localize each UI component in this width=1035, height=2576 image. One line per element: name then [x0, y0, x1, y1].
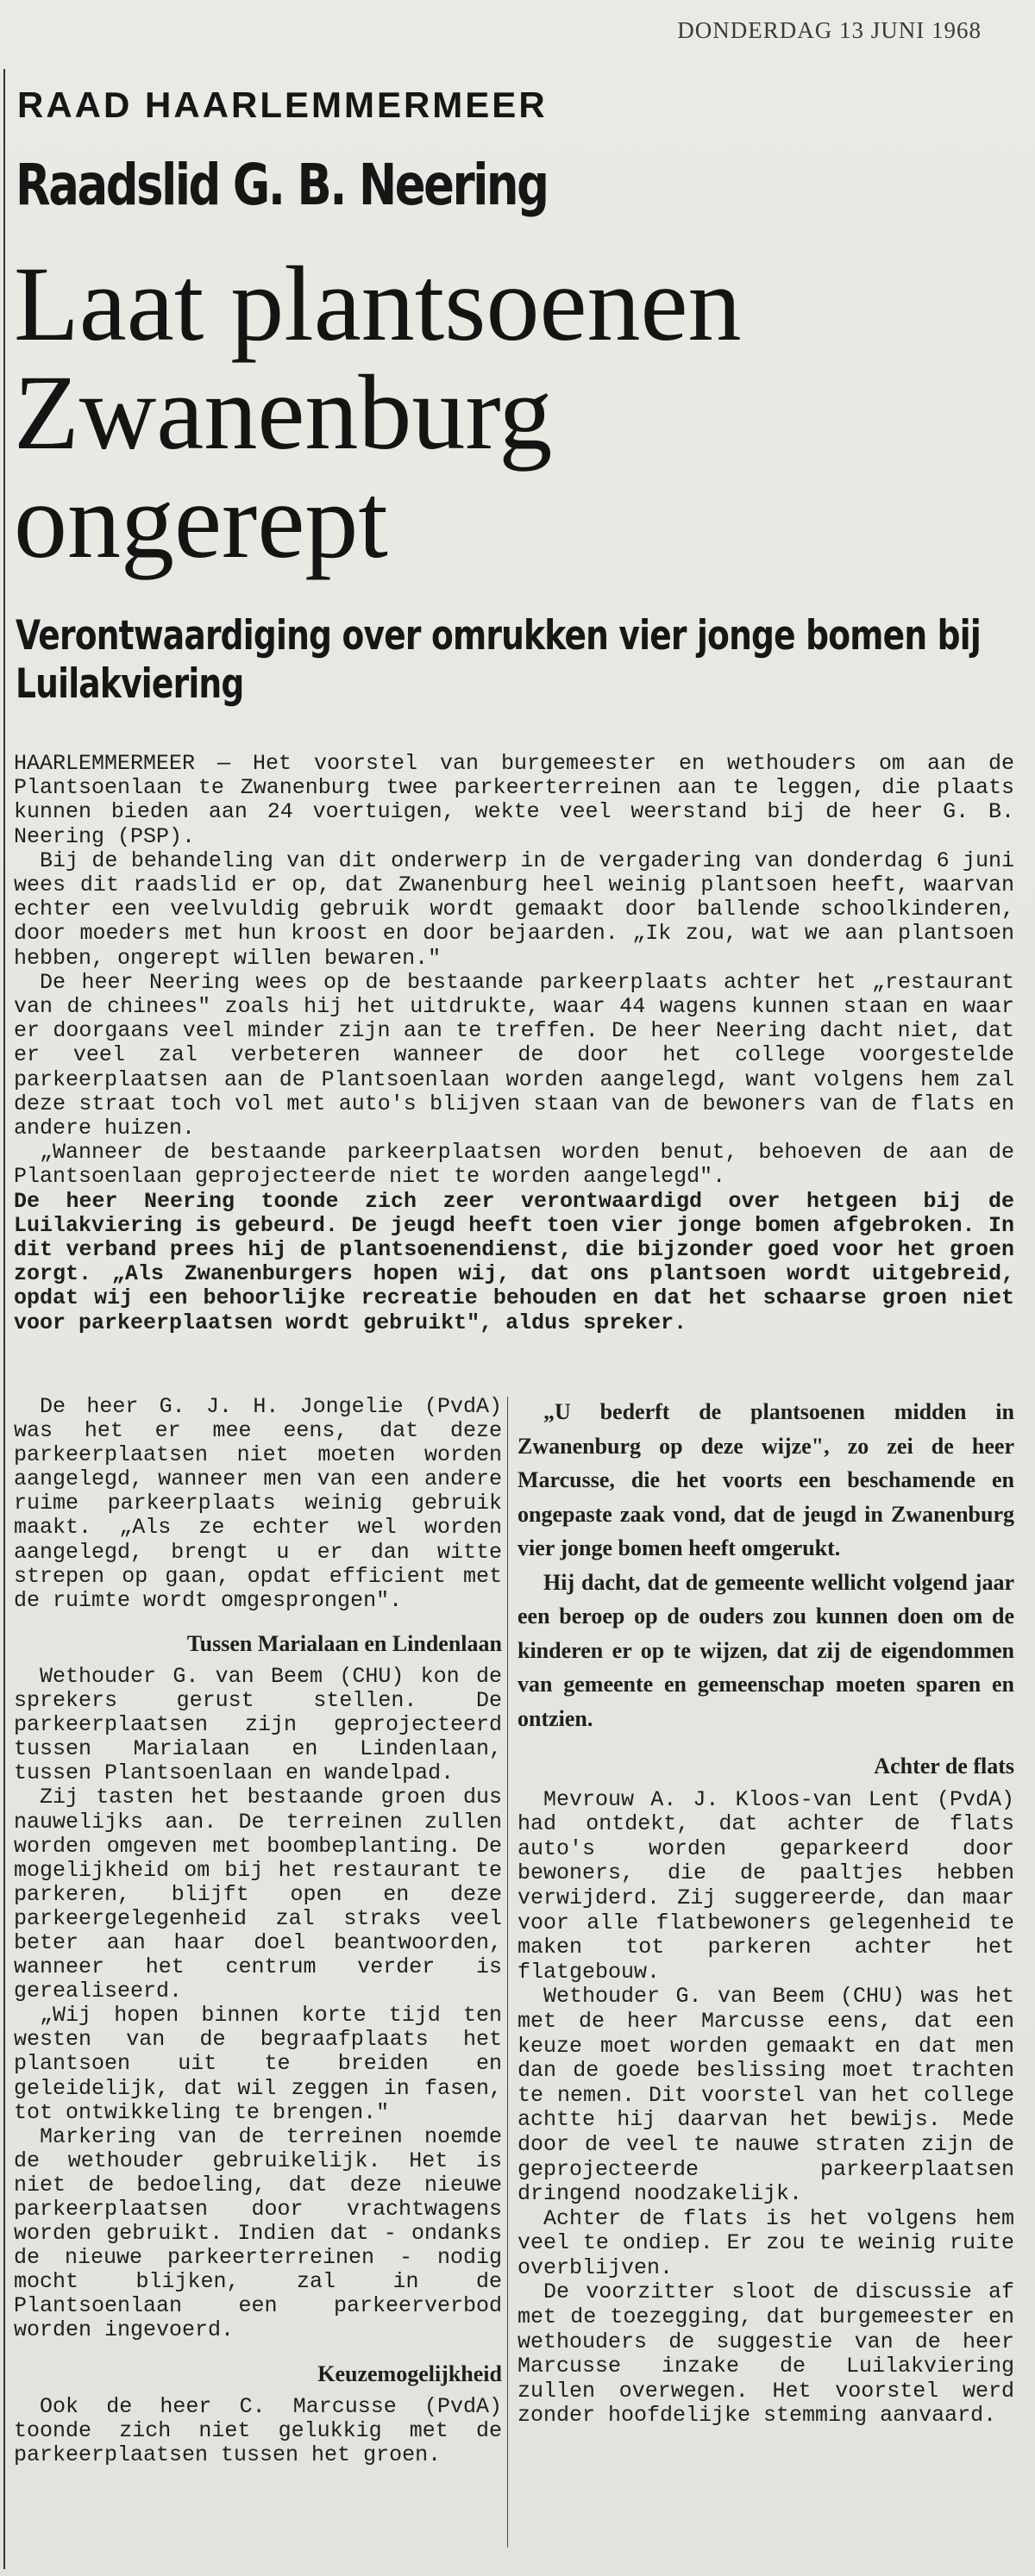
intro-paragraph-bold: De heer Neering toonde zich zeer verontwaardigd over hetgeen bij de Luilakviering is gebeurd. De jeugd heeft toen vier jonge bomen afgebroken. In dit verband prees hij de plantsoenendienst, die bijzonder goed voor het groen zorgt. „Als Zwanenburgers hopen wij, dat ons plantsoen wordt uitgebreid, opdat wij een behoorlijke recreatie behouden en dat het schaarse groen niet voor parkeerplaatsen wordt gebruikt", aldus spreker.	[14, 1188, 1014, 1335]
article-paragraph: Ook de heer C. Marcusse (PvdA) toonde zich niet gelukkig met de parkeerplaatsen tussen het groen.	[14, 2393, 502, 2467]
article-paragraph: De heer G. J. H. Jongelie (PvdA) was het er mee eens, dat deze parkeerplaatsen niet moeten worden aangelegd, wanneer men van een andere ruime parkeerplaats weinig gebruik maakt. „Als ze echter wel worden aangelegd, brengt u er dan witte strepen op gaan, opdat efficient met de ruimte wordt omgesprongen".	[14, 1394, 502, 1613]
article-paragraph: Markering van de terreinen noemde de wethouder gebruikelijk. Het is niet de bedoeling, dat deze nieuwe parkeerplaatsen door vrachtwagens worden gebruikt. Indien dat - ondanks de nieuwe parkeerterreinen - nodig mocht blijken, zal in de Plantsoenlaan een parkeerverbod worden ingevoerd.	[14, 2123, 502, 2343]
section-label: RAAD HAARLEMMERMEER	[17, 84, 548, 125]
subhead: Achter de flats	[874, 1754, 1014, 1779]
article-paragraph: Achter de flats is het volgens hem veel te ondiep. Er zou te weinig ruite overblijven.	[518, 2205, 1014, 2280]
kicker-text: Verontwaardiging over omrukken vier jonge bomen bij Luilakviering	[16, 612, 981, 708]
article-paragraph: Mevrouw A. J. Kloos-van Lent (PvdA) had ontdekt, dat achter de flats auto's worden geparkeerd door bewoners, die de paaltjes hebben verwijderd. Zij suggereerde, dan maar voor alle flatbewoners gelegenheid te maken tot parkeren achter het flatgebouw.	[518, 1786, 1014, 1985]
headline-line: Zwanenburg	[14, 353, 553, 472]
clipping-edge	[3, 69, 5, 2569]
headline-line: ongerept	[14, 462, 388, 580]
intro-paragraph: „Wanneer de bestaande parkeerplaatsen worden benut, behoeven de aan de Plantsoenlaan geprojecteerde niet te worden aangelegd".	[14, 1140, 1014, 1190]
article-paragraph: „Wij hopen binnen korte tijd ten westen van de begraafplaats het plantsoen uit te breiden en geleidelijk, dat wil zeggen in fasen, tot ontwikkeling te brengen."	[14, 2003, 502, 2125]
intro-paragraph: HAARLEMMERMEER — Het voorstel van burgemeester en wethouders om aan de Plantsoenlaan te Zwanenburg twee parkeerterreinen aan te leggen, die plaats kunnen bieden aan 24 voertuigen, wekte veel weerstand bij de heer G. B. Neering (PSP).	[14, 751, 1014, 849]
column-divider	[507, 1397, 508, 2548]
intro-paragraph: Bij de behandeling van dit onderwerp in de vergadering van donderdag 6 juni wees dit raadslid er op, dat Zwanenburg heel weinig plantsoen heeft, waarvan echter een veelvuldig gebruik wordt gemaakt door ballende schoolkinderen, door moeders met hun kroost en door bejaarden. „Ik zou, wat we aan plantsoen hebben, ongerept willen bewaren."	[14, 847, 1014, 971]
left-column	[14, 1395, 502, 2467]
subhead: Tussen Marialaan en Lindenlaan	[186, 1630, 502, 1656]
subhead: Keuzemogelijkheid	[317, 2360, 502, 2386]
kicker	[16, 612, 1009, 709]
article-paragraph: Zij tasten het bestaande groen dus nauwelijks aan. De terreinen zullen worden omgeven met boombeplanting. De mogelijkheid om bij het restaurant te parkeren, blijft open en deze parkeergelegenheid zal straks veel beter aan haar doel beantwoorden, wanneer het centrum verder is gerealiseerd.	[14, 1785, 502, 2004]
bold-quote-paragraph: Hij dacht, dat de gemeente wellicht volgend jaar een beroep op de ouders zou kunnen doen om de kinderen er op te wijzen, dat zij de eigendommen van gemeente en gemeenschap moeten sparen en ontzien.	[518, 1569, 1014, 1731]
date-line: DONDERDAG 13 JUNI 1968	[677, 17, 982, 43]
right-column	[518, 1395, 1014, 2429]
bold-quote-paragraph: „U bederft de plantsoenen midden in Zwanenburg op deze wijze", zo zei de heer Marcusse, die het voorts een beschamende en ongepaste zaak vond, dat de jeugd in Zwanenburg vier jonge bomen heeft omgerukt.	[518, 1399, 1014, 1560]
article-paragraph: Wethouder G. van Beem (CHU) was het met de heer Marcusse eens, dat een keuze moet worden gemaakt en dat men dan de goede beslissing moet trachten te nemen. Dit voorstel van het college achtte hij daarvan het bewijs. Mede door de veel te nauwe straten zijn de geprojecteerde parkeerplaatsen dringend noodzakelijk.	[518, 1984, 1014, 2207]
sub-label: Raadslid G. B. Neering	[16, 152, 548, 218]
headline	[14, 245, 742, 580]
article-paragraph: Wethouder G. van Beem (CHU) kon de sprekers gerust stellen. De parkeerplaatsen zijn geprojecteerd tussen Marialaan en Lindenlaan, tussen Plantsoenlaan en wandelpad.	[14, 1663, 502, 1786]
intro-body	[14, 752, 1014, 1335]
headline-line: Laat plantsoenen	[14, 245, 742, 363]
article-paragraph: De voorzitter sloot de discussie af met de toezegging, dat burgemeester en wethouders de suggestie van de heer Marcusse inzake de Luilakviering zullen overwegen. Het voorstel werd zonder hoofdelijke stemming aanvaard.	[518, 2279, 1014, 2429]
intro-paragraph: De heer Neering wees op de bestaande parkeerplaats achter het „restaurant van de chinees" zoals hij het uitdrukte, waar 44 wagens kunnen staan en waar er doorgaans veel minder zijn aan te treffen. De heer Neering dacht niet, dat er veel zal verbeteren wanneer de door het college voorgestelde parkeerplaatsen aan de Plantsoenlaan worden aangelegd, want volgens hem zal deze straat toch vol met auto's blijven staan van de bewoners van de flats en andere huizen.	[14, 969, 1014, 1141]
